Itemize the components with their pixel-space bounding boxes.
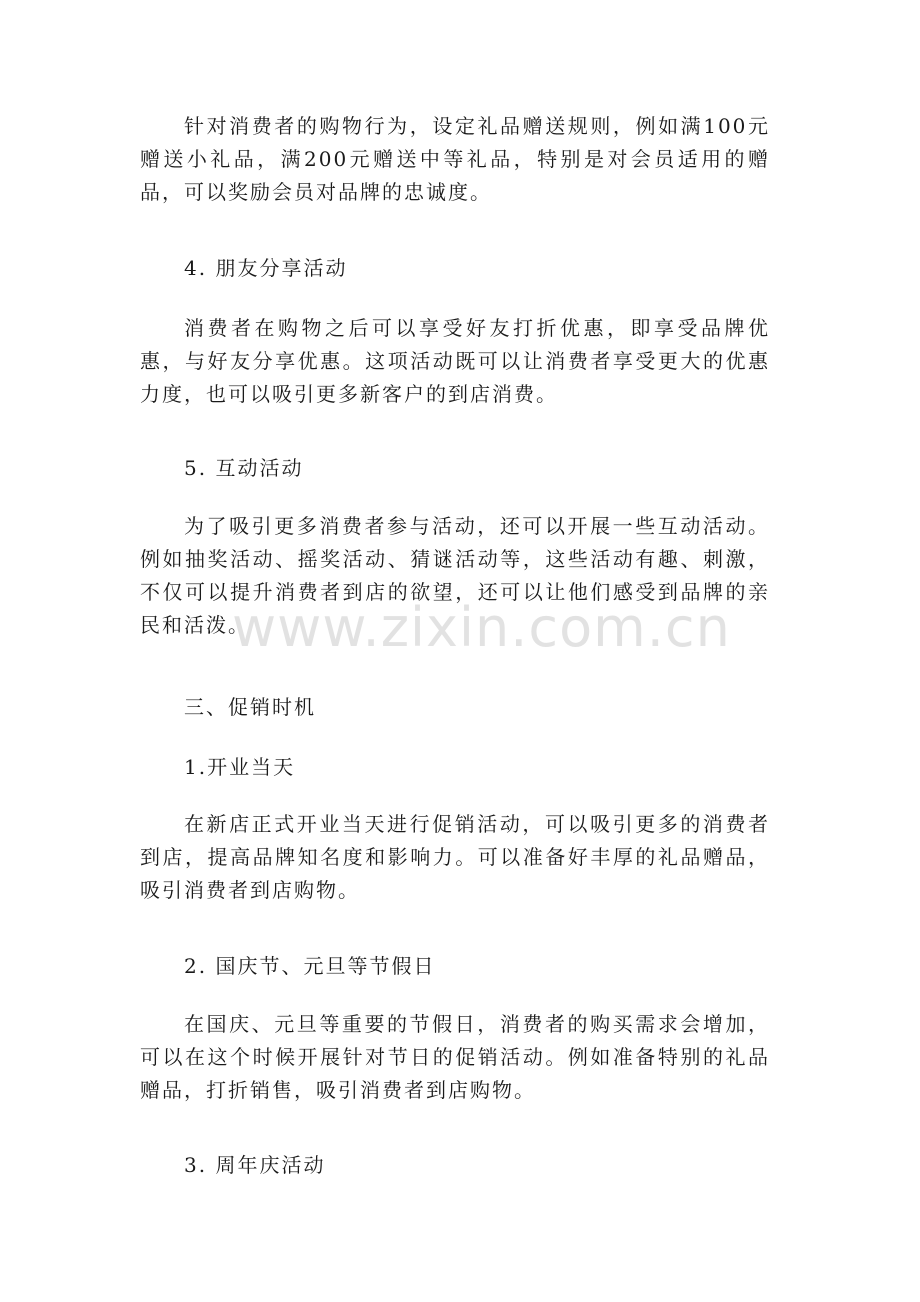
holidays-paragraph: 在国庆、元旦等重要的节假日，消费者的购买需求会增加，可以在这个时候开展针对节日的促销活动。例如准备特别的礼品赠品，打折销售，吸引消费者到店购物。 — [140, 1012, 770, 1102]
interactive-heading: 5. 互动活动 — [184, 456, 304, 480]
gift-rules-paragraph: 针对消费者的购物行为，设定礼品赠送规则，例如满100元赠送小礼品，满200元赠送中等礼品，特别是对会员适用的赠品，可以奖励会员对品牌的忠诚度。 — [140, 114, 770, 204]
opening-day-paragraph: 在新店正式开业当天进行促销活动，可以吸引更多的消费者到店，提高品牌知名度和影响力。可以准备好丰厚的礼品赠品，吸引消费者到店购物。 — [140, 812, 770, 902]
friend-share-heading: 4. 朋友分享活动 — [184, 256, 348, 280]
anniversary-heading: 3. 周年庆活动 — [184, 1153, 326, 1177]
section-three-heading: 三、促销时机 — [184, 695, 316, 719]
watermark-text: www.zixin.com.cn — [232, 596, 731, 659]
interactive-paragraph: 为了吸引更多消费者参与活动，还可以开展一些互动活动。例如抽奖活动、摇奖活动、猜谜活动等，这些活动有趣、刺激，不仅可以提升消费者到店的欲望，还可以让他们感受到品牌的亲民和活泼。 — [140, 514, 770, 637]
friend-share-paragraph: 消费者在购物之后可以享受好友打折优惠，即享受品牌优惠，与好友分享优惠。这项活动既可以让消费者享受更大的优惠力度，也可以吸引更多新客户的到店消费。 — [140, 316, 770, 406]
holidays-heading: 2. 国庆节、元旦等节假日 — [184, 954, 436, 978]
opening-day-heading: 1.开业当天 — [184, 755, 296, 779]
